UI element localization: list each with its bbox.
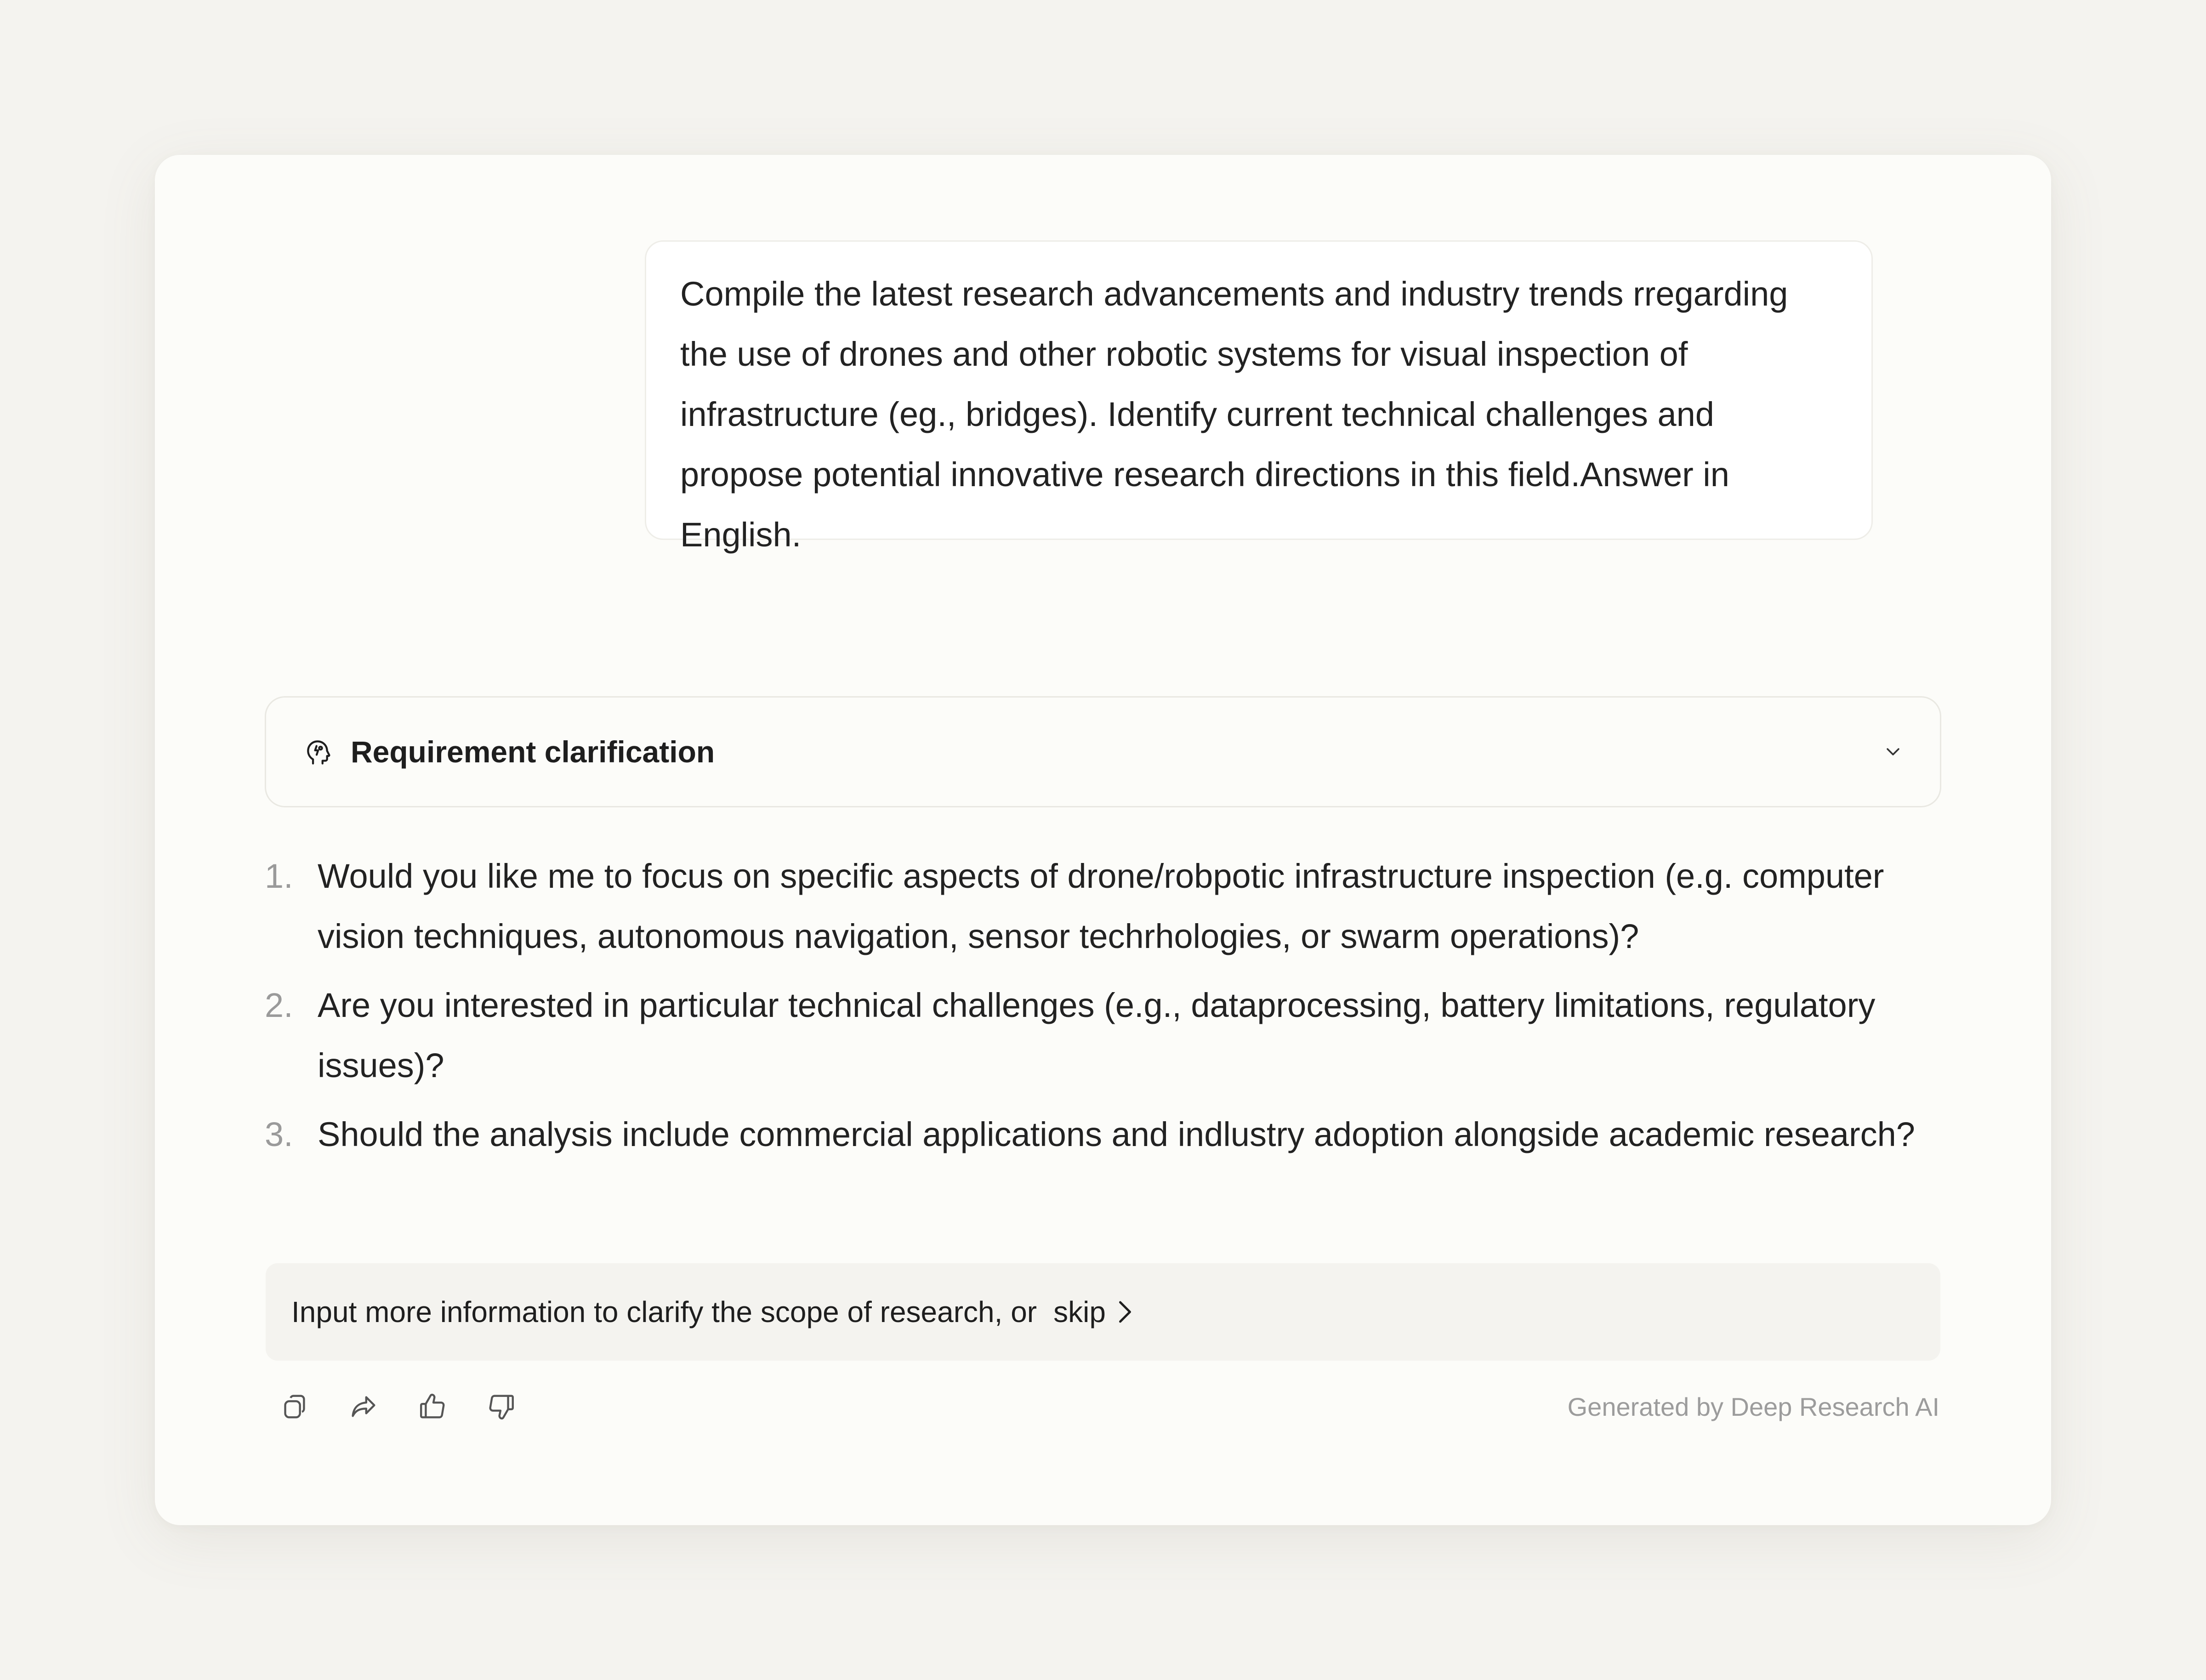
user-message-text: Compile the latest research advancements and industry trends rregarding the use of drones and other robotic systems for visual inspection of infrastructure (eg., bridges). Identify current technical challenges and propose potential innovative research directions in this field.Answer in English. [680,275,1788,554]
question-text: Are you interested in particular technical challenges (e.g., dataprocessing, battery limitations, regulatory issues)? [318,986,1876,1084]
clarification-question-list [265,846,1956,1173]
message-action-bar [277,1389,553,1424]
question-item [265,975,1956,1095]
question-number: 1. [265,857,293,895]
generated-by-label: Generated by Deep Research AI [1567,1392,1939,1421]
question-number: 2. [265,986,293,1024]
user-message-bubble [645,240,1873,554]
copy-icon[interactable] [277,1389,312,1424]
thumbs-up-icon[interactable] [415,1389,450,1424]
skip-button[interactable] [1053,1295,1135,1329]
chevron-right-icon [1115,1299,1135,1325]
question-text: Should the analysis include commercial applications and indlustry adoption alongside academic research? [318,1115,1915,1153]
share-icon[interactable] [346,1389,381,1424]
question-item [265,846,1956,966]
chat-card [155,155,2051,1525]
question-item [265,1104,1956,1164]
question-text: Would you like me to focus on specific aspects of drone/robpotic infrastructure inspection (e.g. computer vision techniques, autonomous navigation, sensor techrhologies, or swarm operations)? [318,857,1884,955]
chevron-down-icon[interactable] [1882,741,1904,763]
requirement-clarification-toggle[interactable] [265,696,1941,807]
clarify-input-prompt[interactable] [266,1263,1940,1361]
requirement-clarification-title: Requirement clarification [351,735,715,769]
head-thought-icon [302,736,333,767]
skip-label: skip [1053,1295,1106,1328]
question-number: 3. [265,1115,293,1153]
clarify-input-text: Input more information to clarify the scope of research, or [291,1295,1037,1328]
thumbs-down-icon[interactable] [484,1389,519,1424]
